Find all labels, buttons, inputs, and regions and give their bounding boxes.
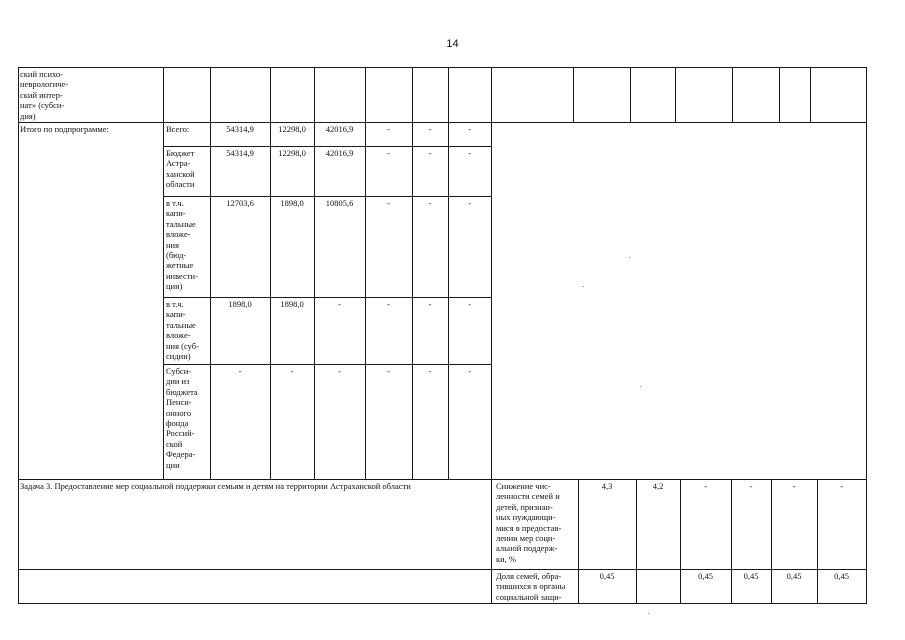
funding-source: Федера-: [166, 449, 196, 460]
table-rule: [680, 479, 681, 604]
table-rule: [866, 67, 867, 123]
funding-source: ханской: [166, 168, 195, 179]
table-rule: [18, 603, 867, 604]
indicator-name: Снижение чис-: [496, 481, 551, 491]
table-rule: [18, 479, 867, 480]
table-rule: [18, 122, 19, 480]
table-rule: [779, 67, 780, 123]
funding-source: бюджета: [166, 386, 198, 397]
funding-source: ния: [166, 239, 180, 250]
table-rule: [448, 67, 449, 123]
scan-speck: [640, 386, 641, 387]
funding-source: капи-: [166, 309, 186, 320]
scan-speck: [629, 257, 630, 258]
indicator-name: ных нуждающи-: [496, 512, 556, 523]
table-rule: [866, 479, 867, 604]
funding-source: Россий-: [166, 428, 195, 439]
indicator-name: ки, %: [496, 553, 517, 564]
funding-source: Астра-: [166, 158, 191, 169]
funding-value: -: [468, 124, 471, 134]
table-rule: [810, 67, 811, 123]
funding-value: -: [428, 299, 432, 309]
funding-value: 54314,9: [226, 124, 254, 134]
funding-value: -: [468, 198, 471, 208]
table-rule: [18, 122, 867, 123]
funding-source: Бюджет: [166, 148, 195, 158]
funding-value: 42016,9: [325, 148, 354, 158]
funding-value: -: [387, 366, 390, 376]
table-rule: [732, 67, 733, 123]
task3-title: Задача 3. Предоставление мер социальной поддержки семьям и детям на территории Астраханской области: [20, 481, 411, 491]
indicator-name: лении мер соци-: [496, 533, 556, 543]
table-rule: [163, 67, 164, 123]
funding-source: тальные: [166, 218, 196, 229]
indicator-value: -: [704, 481, 707, 491]
table-rule: [163, 364, 492, 365]
row-label: нат» (субси-: [20, 100, 65, 111]
table-rule: [817, 479, 818, 604]
indicator-name: ленности семей и: [496, 491, 560, 502]
table-rule: [578, 479, 579, 604]
table-rule: [163, 297, 492, 298]
funding-value: -: [468, 299, 471, 309]
funding-source: капи-: [166, 208, 186, 219]
table-rule: [573, 67, 574, 123]
funding-value: 1898,0: [280, 299, 304, 309]
table-rule: [675, 67, 676, 123]
funding-value: -: [428, 124, 432, 134]
indicator-value: 0,45: [743, 571, 759, 581]
indicator-name: мися в предостав-: [496, 522, 562, 533]
table-rule: [731, 479, 732, 604]
funding-source: в т.ч.: [166, 299, 184, 309]
funding-value: -: [338, 299, 341, 309]
funding-source: онного: [166, 407, 192, 418]
table-rule: [270, 67, 271, 123]
funding-source: Пенси-: [166, 397, 192, 408]
indicator-value: -: [840, 481, 843, 491]
funding-value: 42016,9: [325, 124, 354, 134]
funding-source: жетные: [166, 260, 194, 271]
funding-source: в т.ч.: [166, 198, 184, 208]
funding-value: -: [338, 366, 341, 376]
funding-value: -: [468, 366, 471, 376]
funding-value: -: [387, 124, 390, 134]
indicator-value: -: [749, 481, 753, 491]
table-rule: [18, 569, 867, 570]
table-rule: [412, 67, 413, 123]
funding-source: ния (суб-: [166, 340, 199, 351]
table-rule: [365, 67, 366, 123]
table-rule: [771, 479, 772, 604]
funding-value: -: [387, 148, 390, 158]
funding-value: 12703,6: [226, 198, 254, 208]
indicator-value: 4,2: [652, 481, 664, 491]
indicator-value: -: [792, 481, 796, 491]
row-label: ский психо-: [20, 69, 64, 79]
funding-value: -: [290, 366, 294, 376]
table-rule: [163, 196, 492, 197]
table-rule: [491, 67, 492, 123]
funding-source: вложе-: [166, 229, 191, 240]
table-rule: [630, 67, 631, 123]
scan-speck: [583, 286, 584, 287]
funding-value: 12298,0: [278, 148, 306, 158]
funding-source: фонда: [166, 418, 189, 428]
indicator-name: альной поддерж-: [496, 543, 558, 554]
funding-source: тальные: [166, 319, 196, 330]
indicator-value: 0,45: [834, 571, 849, 581]
table-rule: [163, 146, 492, 147]
funding-value: 10805,6: [325, 198, 354, 208]
funding-source: Всего:: [166, 124, 190, 134]
funding-value: -: [428, 366, 432, 376]
row-label: неврологиче-: [20, 79, 69, 90]
funding-source: ции): [166, 281, 183, 292]
page-number: 14: [446, 38, 459, 50]
funding-source: (бюд-: [166, 250, 187, 260]
table-rule: [18, 67, 19, 123]
funding-value: -: [387, 299, 390, 309]
indicator-name: социальной защи-: [496, 591, 562, 602]
indicator-name: Доля семей, обра-: [496, 571, 562, 581]
indicator-value: 4,3: [601, 481, 613, 491]
funding-value: 1898,0: [280, 198, 304, 208]
indicator-value: 0,45: [698, 571, 713, 581]
funding-value: -: [428, 148, 432, 158]
funding-source: дии из: [166, 376, 190, 387]
table-rule: [866, 122, 867, 480]
table-rule: [636, 479, 637, 604]
scan-speck: [648, 613, 649, 614]
funding-source: вложе-: [166, 330, 191, 341]
indicator-name: детей, признан-: [496, 501, 553, 512]
table-rule: [210, 67, 211, 123]
table-rule: [491, 479, 492, 604]
funding-source: инвести-: [166, 270, 198, 281]
indicator-name: тившихся в органы: [496, 581, 566, 592]
funding-value: -: [468, 148, 471, 158]
funding-value: 54314,9: [226, 148, 254, 158]
funding-value: 1898,0: [228, 299, 252, 309]
table-rule: [163, 122, 164, 480]
funding-source: ской: [166, 438, 183, 449]
funding-value: 12298,0: [278, 124, 306, 134]
row-label: дия): [20, 110, 36, 121]
funding-source: сидии): [166, 351, 191, 361]
funding-value: -: [238, 366, 242, 376]
funding-value: -: [428, 198, 432, 208]
table-rule: [314, 67, 315, 123]
funding-source: ции: [166, 459, 180, 470]
indicator-value: 0,45: [599, 571, 615, 581]
indicator-value: 0,45: [786, 571, 802, 581]
funding-source: Субси-: [166, 366, 192, 376]
table-rule: [18, 67, 867, 68]
row-label: ский интер-: [20, 89, 63, 100]
funding-source: области: [166, 179, 195, 190]
table-rule: [18, 479, 19, 604]
table-rule: [491, 122, 492, 480]
subprogram-total-label: Итого по подпрограмме:: [20, 124, 109, 134]
funding-value: -: [387, 198, 390, 208]
